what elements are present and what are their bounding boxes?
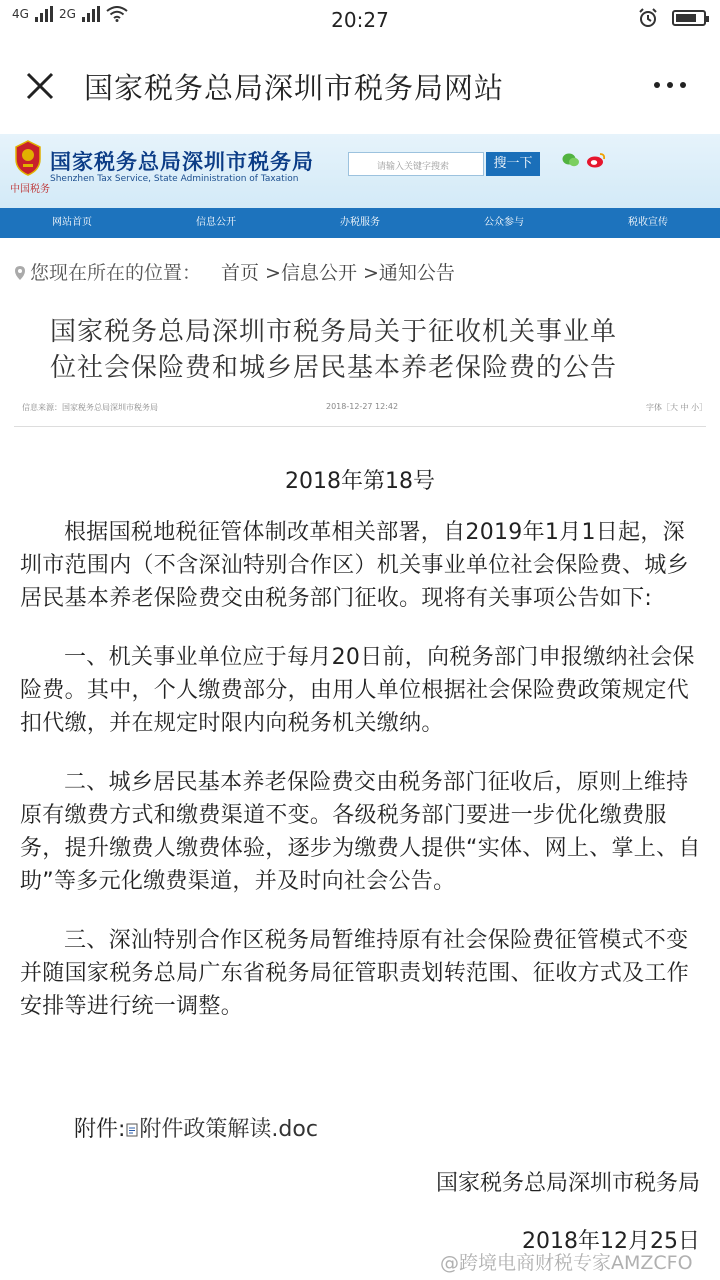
nav-item-public-participation[interactable]: 公众参与 (484, 217, 524, 228)
site-name-en: Shenzhen Tax Service, State Administration of Taxation (50, 174, 299, 184)
nav-item-home[interactable]: 网站首页 (52, 217, 92, 228)
weibo-icon[interactable] (586, 152, 606, 168)
clock: 20:27 (331, 8, 389, 32)
nav-item-tax-promotion[interactable]: 税收宣传 (628, 217, 668, 228)
alarm-icon (638, 8, 658, 28)
paragraph: 根据国税地税征管体制改革相关部署，自2019年1月1日起，深圳市范围内（不含深汕特别合作区）机关事业单位社会保险费、城乡居民基本养老保险费交由税务部门征收。现将有关事项公告如下: (20, 520, 690, 611)
font-size-options[interactable]: 字体［大 中 小］ (646, 403, 708, 412)
attachment-label: 附件: (74, 1117, 126, 1142)
wechat-icon[interactable] (562, 152, 580, 168)
sim2-label: 2G (58, 7, 76, 21)
page-title: 国家税务总局深圳市税务局网站 (84, 71, 505, 105)
status-right (638, 8, 706, 28)
social-links (562, 152, 606, 168)
article-source: 信息来源：国家税务总局深圳市税务局 (22, 403, 158, 412)
watermark: @跨境电商财税专家AMZCFO (440, 1252, 693, 1274)
site-nav (0, 208, 720, 238)
nav-item-tax-service[interactable]: 办税服务 (340, 217, 380, 228)
divider (14, 426, 706, 427)
status-bar (0, 0, 720, 38)
tax-emblem-icon (14, 140, 42, 176)
nav-item-info-disclosure[interactable]: 信息公开 (196, 217, 236, 228)
location-pin-icon (14, 265, 26, 281)
breadcrumb (14, 258, 455, 285)
article-date: 2018-12-27 12:42 (326, 402, 399, 411)
paragraph: 二、城乡居民基本养老保险费交由税务部门征收后，原则上维持原有缴费方式和缴费渠道不变。各级税务部门要进一步优化缴费服务，提升缴费人缴费体验，逐步为缴费人提供“实体、网上、掌上、自助”等多元化缴费渠道，并及时向社会公告。 (20, 770, 701, 894)
more-options-icon[interactable] (654, 82, 686, 88)
paragraph: 三、深汕特别合作区税务局暂维持原有社会保险费征管模式不变并随国家税务总局广东省税务局征管职责划转范围、征收方式及工作安排等进行统一调整。 (20, 928, 690, 1019)
attachment (74, 1112, 318, 1143)
article-title (50, 314, 690, 386)
sign-date: 2018年12月25日 (522, 1229, 700, 1254)
emblem-text: 中国税务 (10, 184, 50, 195)
sim1-label: 4G (12, 7, 29, 21)
site-header (0, 134, 720, 208)
article-body (20, 516, 704, 1049)
article-title-line-2: 位社会保险费和城乡居民基本养老保险费的公告 (50, 353, 618, 383)
breadcrumb-label: 您现在所在的位置： (30, 262, 202, 284)
search-button[interactable]: 搜一下 (486, 152, 540, 176)
paragraph: 一、机关事业单位应于每月20日前，向税务部门申报缴纳社会保险费。其中，个人缴费部分，由用人单位根据社会保险费政策规定代扣代缴，并在规定时限内向税务机关缴纳。 (20, 645, 695, 736)
site-name: 国家税务总局深圳市税务局 (50, 150, 314, 174)
signature: 国家税务总局深圳市税务局 (435, 1171, 700, 1196)
doc-file-icon (126, 1123, 138, 1137)
breadcrumb-path[interactable]: 首页 >信息公开 >通知公告 (221, 262, 455, 284)
battery-icon (672, 10, 706, 26)
close-icon[interactable] (22, 68, 58, 104)
issue-number: 2018年第18号 (285, 469, 435, 494)
attachment-link[interactable]: 附件政策解读.doc (139, 1117, 318, 1142)
article-title-line-1: 国家税务总局深圳市税务局关于征收机关事业单 (50, 317, 618, 347)
browser-title-bar (0, 38, 720, 135)
search-input[interactable]: 请输入关键字搜索 (348, 152, 484, 176)
